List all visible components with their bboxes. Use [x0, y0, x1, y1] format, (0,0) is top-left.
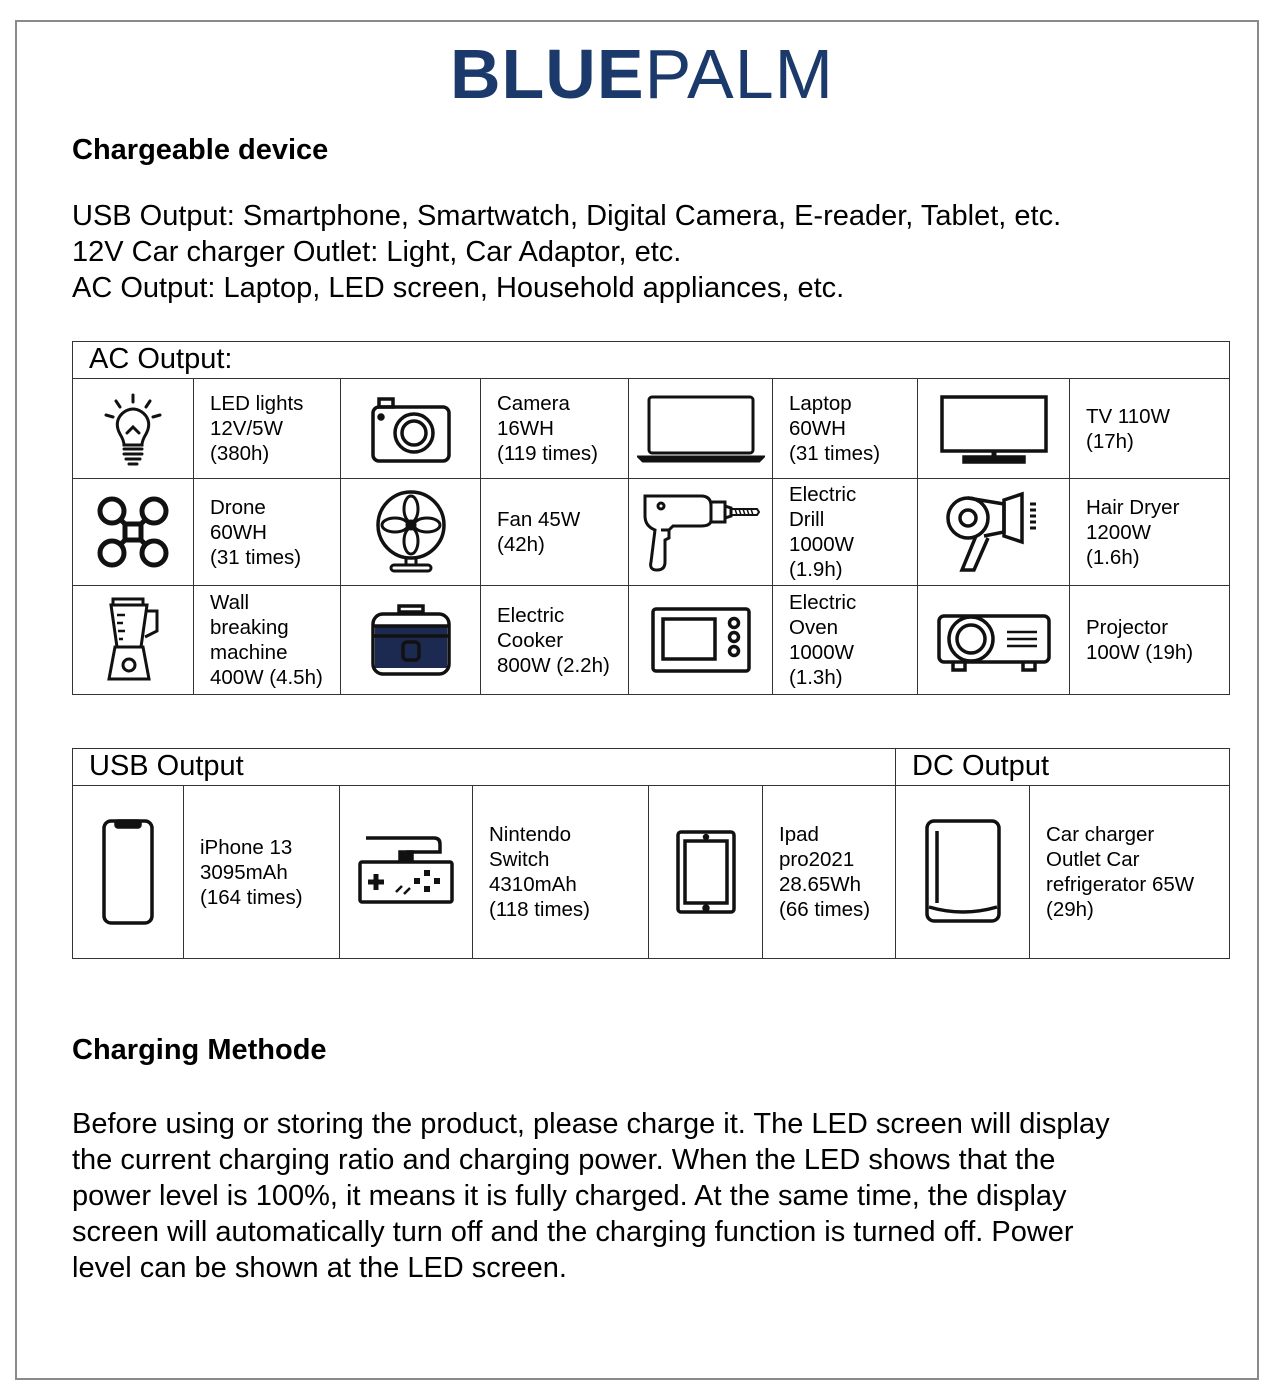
ac-item-camera	[481, 379, 629, 479]
item-spec: 100W (19h)	[1086, 641, 1194, 664]
car-charger-line: 12V Car charger Outlet: Light, Car Adaptor, etc.	[72, 236, 682, 268]
ac-item-tv	[1070, 379, 1230, 479]
ac-item-electric-cooker	[481, 586, 629, 695]
projector-icon	[918, 586, 1070, 695]
item-spec: 28.65Wh	[779, 873, 862, 896]
section-title-charging: Charging Methode	[72, 1034, 327, 1066]
ac-output-line: AC Output: Laptop, LED screen, Household appliances, etc.	[72, 272, 845, 304]
ac-item-led-lights	[194, 379, 341, 479]
item-spec: 1200W	[1086, 520, 1151, 544]
item-name: Hair Dryer	[1086, 495, 1180, 519]
section-title-chargeable: Chargeable device	[72, 134, 329, 166]
item-runtime: (42h)	[497, 533, 545, 556]
dc-item-car-refrigerator	[1030, 786, 1230, 959]
item-name: Ipad	[779, 823, 819, 846]
led-bulb-icon	[73, 379, 194, 479]
paragraph-line: level can be shown at the LED screen.	[72, 1252, 567, 1284]
item-spec: 1000W	[789, 533, 854, 556]
chargeable-description	[72, 198, 1061, 306]
item-spec: 800W (2.2h)	[497, 653, 610, 677]
item-name-2: Outlet Car	[1046, 848, 1140, 871]
item-name: Car charger	[1046, 823, 1155, 846]
paragraph-line: screen will automatically turn off and the charging function is turned off. Power	[72, 1216, 1074, 1248]
drone-icon	[73, 479, 194, 586]
usb-item-iphone	[184, 786, 340, 959]
item-name: TV 110W	[1086, 404, 1170, 428]
item-runtime: (1.6h)	[1086, 545, 1140, 569]
tablet-icon	[649, 786, 763, 959]
item-runtime: (31 times)	[210, 545, 302, 569]
ac-item-drill	[773, 479, 918, 586]
usb-dc-output-table	[72, 748, 1230, 959]
dc-output-title: DC Output	[896, 749, 1230, 786]
item-runtime: (17h)	[1086, 429, 1134, 453]
item-runtime: (119 times)	[497, 442, 599, 465]
tv-icon	[918, 379, 1070, 479]
item-spec: 3095mAh	[200, 860, 288, 884]
charging-paragraph	[72, 1106, 1222, 1286]
item-runtime: (1.3h)	[789, 666, 843, 689]
item-name: Fan 45W	[497, 508, 581, 531]
usb-output-line: USB Output: Smartphone, Smartwatch, Digital Camera, E-reader, Tablet, etc.	[72, 200, 1062, 232]
item-spec: 16WH	[497, 417, 554, 440]
fan-icon	[341, 479, 481, 586]
usb-output-title: USB Output	[73, 749, 896, 786]
brand-light: PALM	[644, 35, 834, 113]
item-name-3: machine	[210, 641, 288, 664]
item-name-2: pro2021	[779, 848, 855, 871]
drill-icon	[629, 479, 773, 586]
item-name: Camera	[497, 392, 570, 415]
item-name-2: Oven	[789, 616, 838, 639]
rice-cooker-icon	[341, 586, 481, 695]
gamepad-icon	[340, 786, 473, 959]
item-name: iPhone 13	[200, 835, 293, 859]
brand-logo	[0, 36, 1284, 112]
item-name: Drone	[210, 495, 266, 519]
ac-item-laptop	[773, 379, 918, 479]
ac-output-title: AC Output:	[73, 342, 1230, 379]
oven-icon	[629, 586, 773, 695]
item-runtime: (118 times)	[489, 898, 591, 921]
paragraph-line: power level is 100%, it means it is fully charged. At the same time, the display	[72, 1180, 1067, 1212]
ac-item-fan	[481, 479, 629, 586]
item-runtime: (164 times)	[200, 885, 303, 909]
car-fridge-icon	[896, 786, 1030, 959]
ac-item-projector	[1070, 586, 1230, 695]
item-runtime: (29h)	[1046, 898, 1094, 921]
laptop-icon	[629, 379, 773, 479]
item-spec: 60WH	[210, 520, 267, 544]
item-spec: 4310mAh	[489, 873, 577, 896]
item-spec: 60WH	[789, 417, 846, 440]
ac-item-wall-breaking-machine	[194, 586, 341, 695]
ac-output-table	[72, 341, 1230, 695]
item-name-2: Drill	[789, 508, 825, 531]
item-runtime: (31 times)	[789, 442, 881, 465]
item-name: Nintendo	[489, 823, 572, 846]
brand-bold: BLUE	[450, 35, 645, 113]
ac-item-hair-dryer	[1070, 479, 1230, 586]
item-spec: 12V/5W	[210, 417, 283, 440]
item-runtime: (66 times)	[779, 898, 871, 921]
item-name: Projector	[1086, 616, 1169, 639]
item-name-2: Cooker	[497, 628, 564, 652]
item-name: LED lights	[210, 392, 304, 415]
item-spec: refrigerator 65W	[1046, 873, 1195, 896]
item-name-2: Switch	[489, 848, 550, 871]
item-name: Electric	[789, 591, 857, 614]
item-runtime: (1.9h)	[789, 558, 843, 581]
item-name: Electric	[789, 483, 857, 506]
item-name: Laptop	[789, 392, 852, 415]
blender-icon	[73, 586, 194, 695]
phone-icon	[73, 786, 184, 959]
item-name: Wall	[210, 591, 250, 614]
hair-dryer-icon	[918, 479, 1070, 586]
ac-item-electric-oven	[773, 586, 918, 695]
item-name-2: breaking	[210, 616, 289, 639]
item-runtime: (380h)	[210, 442, 270, 465]
item-spec: 400W (4.5h)	[210, 666, 323, 689]
paragraph-line: Before using or storing the product, please charge it. The LED screen will display	[72, 1108, 1110, 1140]
paragraph-line: the current charging ratio and charging power. When the LED shows that the	[72, 1144, 1056, 1176]
ac-item-drone	[194, 479, 341, 586]
item-name: Electric	[497, 603, 565, 627]
camera-icon	[341, 379, 481, 479]
usb-item-nintendo-switch	[473, 786, 649, 959]
usb-item-ipad	[763, 786, 896, 959]
item-spec: 1000W	[789, 641, 854, 664]
